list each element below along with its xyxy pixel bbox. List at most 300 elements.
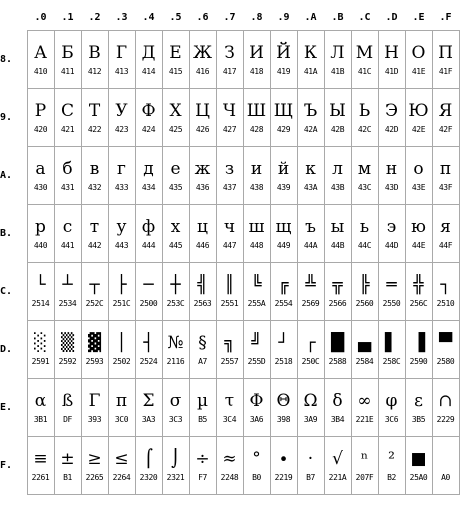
character-cell [324, 321, 351, 379]
table-corner [0, 4, 27, 31]
character-glyph: м [357, 159, 372, 179]
character-glyph: т [89, 217, 100, 237]
character-glyph: И [249, 43, 264, 63]
character-glyph: ╔ [278, 275, 289, 295]
character-cell [432, 263, 459, 321]
character-cell [135, 205, 162, 263]
unicode-code: 398 [276, 415, 291, 424]
character-glyph: Х [169, 101, 182, 121]
column-header: .5 [169, 11, 182, 23]
unicode-code: 3C3 [168, 415, 183, 424]
character-cell [432, 321, 459, 379]
character-glyph: д [143, 159, 154, 179]
character-glyph: ╣ [197, 275, 208, 295]
character-cell [324, 147, 351, 205]
character-glyph: ε [414, 391, 423, 411]
character-glyph: п [439, 159, 452, 179]
character-cell [351, 321, 378, 379]
character-glyph: ± [60, 449, 75, 469]
unicode-code: 430 [33, 183, 48, 192]
character-glyph: Ю [408, 101, 429, 121]
character-glyph: ░ [33, 333, 48, 353]
character-cell [135, 31, 162, 89]
character-cell [162, 379, 189, 437]
character-glyph: А [34, 43, 47, 63]
unicode-code: 2566 [328, 299, 347, 308]
unicode-code: 410 [33, 67, 48, 76]
unicode-code: 414 [141, 67, 156, 76]
character-cell [216, 379, 243, 437]
character-glyph: Ч [222, 101, 237, 121]
unicode-code: 426 [195, 125, 210, 134]
unicode-code: 255A [247, 299, 266, 308]
column-header: .2 [88, 11, 101, 23]
character-cell [162, 31, 189, 89]
character-cell [405, 321, 432, 379]
character-glyph: г [117, 159, 126, 179]
character-cell [81, 379, 108, 437]
character-cell [189, 437, 216, 495]
unicode-code: 449 [276, 241, 291, 250]
column-header: .B [331, 11, 344, 23]
character-cell [162, 147, 189, 205]
unicode-code: 2592 [58, 357, 77, 366]
character-glyph: Ц [195, 101, 210, 121]
character-glyph: Т [88, 101, 101, 121]
character-glyph: ╩ [305, 275, 316, 295]
table-row [0, 31, 459, 89]
character-glyph: Р [34, 101, 47, 121]
character-cell [54, 379, 81, 437]
character-glyph: └ [35, 275, 46, 295]
character-glyph: щ [275, 217, 292, 237]
unicode-code: 2584 [355, 357, 374, 366]
character-cell [162, 205, 189, 263]
character-glyph [433, 447, 459, 471]
character-cell [135, 437, 162, 495]
table-row [0, 89, 459, 147]
character-cell [81, 321, 108, 379]
character-cell [216, 263, 243, 321]
character-cell [81, 205, 108, 263]
character-cell [351, 379, 378, 437]
character-cell [243, 263, 270, 321]
unicode-code: 2588 [328, 357, 347, 366]
unicode-code: 420 [33, 125, 48, 134]
unicode-code: 434 [141, 183, 156, 192]
character-cell [54, 437, 81, 495]
character-cell [216, 147, 243, 205]
unicode-code: 427 [222, 125, 237, 134]
character-glyph: ∞ [357, 391, 372, 411]
unicode-code: 3B1 [33, 415, 48, 424]
character-glyph: Щ [273, 101, 294, 121]
character-cell [405, 147, 432, 205]
unicode-code: 255D [247, 357, 266, 366]
unicode-code: 43A [303, 183, 318, 192]
row-header: E. [0, 402, 13, 413]
character-glyph: ║ [224, 275, 235, 295]
unicode-code: 443 [114, 241, 129, 250]
character-cell [189, 321, 216, 379]
character-cell [351, 147, 378, 205]
character-glyph: ш [248, 217, 265, 237]
character-glyph: ю [411, 217, 426, 237]
character-table-body [0, 31, 459, 495]
unicode-code: 445 [168, 241, 183, 250]
unicode-code: 413 [114, 67, 129, 76]
character-glyph: ┌ [305, 333, 316, 353]
character-cell [270, 379, 297, 437]
unicode-code: 2500 [139, 299, 158, 308]
unicode-code: 421 [60, 125, 75, 134]
character-glyph: █ [330, 333, 345, 353]
character-cell [135, 379, 162, 437]
character-glyph: Д [141, 43, 156, 63]
character-glyph: ├ [116, 275, 127, 295]
character-cell [270, 205, 297, 263]
unicode-code: 2265 [85, 473, 104, 482]
row-header: 9. [0, 112, 13, 123]
column-header: .4 [142, 11, 155, 23]
unicode-code: 2580 [436, 357, 455, 366]
character-cell [27, 89, 54, 147]
unicode-code: 433 [114, 183, 129, 192]
unicode-code: 43B [330, 183, 345, 192]
character-cell [54, 89, 81, 147]
character-glyph: ы [330, 217, 345, 237]
unicode-code: 41D [384, 67, 399, 76]
character-glyph: ≥ [87, 449, 102, 469]
unicode-code: 3C4 [222, 415, 237, 424]
unicode-code: 418 [249, 67, 264, 76]
table-row [0, 205, 459, 263]
character-glyph: б [62, 159, 73, 179]
character-glyph: ▒ [60, 333, 75, 353]
character-cell [351, 205, 378, 263]
character-glyph: ╝ [251, 333, 262, 353]
character-glyph: й [277, 159, 290, 179]
character-cell [243, 89, 270, 147]
character-glyph: ч [223, 217, 236, 237]
character-cell [378, 321, 405, 379]
unicode-code: 3C0 [114, 415, 129, 424]
unicode-code: 207F [355, 473, 374, 482]
table-row [0, 263, 459, 321]
unicode-code: 431 [60, 183, 75, 192]
unicode-code: 256C [409, 299, 428, 308]
unicode-code: 44A [303, 241, 318, 250]
character-glyph: э [386, 217, 397, 237]
unicode-code: 2320 [139, 473, 158, 482]
character-glyph: № [167, 333, 184, 353]
unicode-code: A7 [198, 357, 207, 366]
character-glyph: ж [194, 159, 211, 179]
unicode-code: 44E [411, 241, 426, 250]
character-glyph: ▓ [87, 333, 102, 353]
character-glyph: Ф [141, 101, 156, 121]
character-glyph: δ [332, 391, 343, 411]
character-cell [351, 437, 378, 495]
unicode-code: 437 [222, 183, 237, 192]
character-cell [378, 379, 405, 437]
character-cell [54, 321, 81, 379]
character-glyph: ² [388, 449, 395, 469]
character-cell [108, 89, 135, 147]
character-cell [297, 379, 324, 437]
unicode-code: 415 [168, 67, 183, 76]
character-cell [162, 437, 189, 495]
column-header: .C [358, 11, 371, 23]
character-glyph: ⌡ [171, 449, 180, 469]
character-glyph: ▄ [357, 333, 372, 353]
unicode-code: B7 [306, 473, 315, 482]
character-glyph: ≡ [33, 449, 48, 469]
character-glyph: К [303, 43, 318, 63]
character-cell [270, 31, 297, 89]
character-cell [81, 147, 108, 205]
character-cell [189, 147, 216, 205]
unicode-code: 2551 [220, 299, 239, 308]
character-glyph: ┐ [440, 275, 451, 295]
character-cell [324, 379, 351, 437]
character-glyph: ⁿ [360, 449, 369, 469]
character-cell [351, 31, 378, 89]
character-cell [243, 437, 270, 495]
character-glyph: ф [141, 217, 156, 237]
character-glyph: ъ [305, 217, 316, 237]
column-header: .D [385, 11, 398, 23]
character-cell [27, 321, 54, 379]
character-glyph: н [385, 159, 398, 179]
character-cell [270, 321, 297, 379]
unicode-code: 42E [411, 125, 426, 134]
unicode-code: 435 [168, 183, 183, 192]
unicode-code: 411 [60, 67, 75, 76]
unicode-code: 2591 [31, 357, 50, 366]
unicode-code: F7 [198, 473, 207, 482]
unicode-code: B2 [387, 473, 396, 482]
character-cell [135, 147, 162, 205]
character-cell [324, 263, 351, 321]
character-glyph: ┬ [89, 275, 100, 295]
character-cell [378, 89, 405, 147]
character-cell [81, 437, 108, 495]
character-cell [297, 263, 324, 321]
character-glyph: ⌠ [144, 449, 153, 469]
character-glyph: ┼ [170, 275, 181, 295]
unicode-code: 43C [357, 183, 372, 192]
character-cell [216, 205, 243, 263]
unicode-code: 2261 [31, 473, 50, 482]
character-cell [243, 379, 270, 437]
unicode-code: 2590 [409, 357, 428, 366]
character-cell [324, 89, 351, 147]
character-glyph: § [198, 333, 207, 353]
character-cell [405, 89, 432, 147]
character-glyph: в [89, 159, 100, 179]
character-glyph: ≈ [222, 449, 237, 469]
character-cell [270, 263, 297, 321]
character-cell [432, 147, 459, 205]
character-glyph: х [170, 217, 181, 237]
unicode-code: A0 [441, 473, 450, 482]
unicode-code: 43F [438, 183, 453, 192]
unicode-code: 447 [222, 241, 237, 250]
character-cell [351, 263, 378, 321]
character-glyph: с [62, 217, 73, 237]
character-glyph: ─ [143, 275, 154, 295]
character-cell [216, 437, 243, 495]
unicode-code: 425 [168, 125, 183, 134]
character-glyph: Σ [142, 391, 155, 411]
character-glyph: р [35, 217, 46, 237]
character-cell [54, 205, 81, 263]
column-header: .1 [61, 11, 74, 23]
character-glyph: Я [438, 101, 453, 121]
unicode-code: B1 [63, 473, 72, 482]
unicode-code: 43D [384, 183, 399, 192]
character-cell [189, 31, 216, 89]
unicode-code: 446 [195, 241, 210, 250]
unicode-code: 3A9 [303, 415, 318, 424]
character-glyph: ╠ [359, 275, 370, 295]
unicode-code: 2569 [301, 299, 320, 308]
character-cell [216, 321, 243, 379]
unicode-code: 253C [166, 299, 185, 308]
character-cell [270, 147, 297, 205]
character-glyph: У [115, 101, 128, 121]
unicode-code: 419 [276, 67, 291, 76]
character-cell [108, 205, 135, 263]
unicode-code: 3B4 [330, 415, 345, 424]
character-cell [108, 31, 135, 89]
character-cell [405, 31, 432, 89]
unicode-code: 448 [249, 241, 264, 250]
row-header: C. [0, 286, 13, 297]
unicode-code: 2514 [31, 299, 50, 308]
unicode-code: 2248 [220, 473, 239, 482]
character-glyph: · [307, 449, 314, 469]
row-header: F. [0, 460, 13, 471]
unicode-code: 422 [87, 125, 102, 134]
character-glyph: ° [252, 449, 261, 469]
character-glyph: ═ [386, 275, 397, 295]
character-glyph: ┴ [62, 275, 73, 295]
unicode-code: 25A0 [409, 473, 428, 482]
unicode-code: 423 [114, 125, 129, 134]
unicode-code: 428 [249, 125, 264, 134]
character-cell [189, 379, 216, 437]
unicode-code: 438 [249, 183, 264, 192]
unicode-code: 417 [222, 67, 237, 76]
unicode-code: 416 [195, 67, 210, 76]
character-glyph: Θ [276, 391, 291, 411]
character-cell [324, 31, 351, 89]
unicode-code: 44F [438, 241, 453, 250]
character-glyph: ≤ [114, 449, 129, 469]
character-cell [378, 263, 405, 321]
unicode-code: 44D [384, 241, 399, 250]
character-cell [378, 437, 405, 495]
character-cell [432, 31, 459, 89]
character-cell [81, 31, 108, 89]
character-glyph: φ [385, 391, 398, 411]
character-glyph: З [224, 43, 235, 63]
unicode-code: 440 [33, 241, 48, 250]
unicode-code: 393 [87, 415, 102, 424]
unicode-code: 2264 [112, 473, 131, 482]
character-cell [324, 437, 351, 495]
unicode-code: 2563 [193, 299, 212, 308]
character-glyph: С [60, 101, 74, 121]
character-glyph: Е [169, 43, 182, 63]
character-glyph: о [413, 159, 424, 179]
unicode-code: 2321 [166, 473, 185, 482]
unicode-code: 42F [438, 125, 453, 134]
unicode-code: 2550 [382, 299, 401, 308]
column-header: .A [304, 11, 317, 23]
unicode-code: 2554 [274, 299, 293, 308]
character-cell [27, 205, 54, 263]
unicode-code: 2510 [436, 299, 455, 308]
column-header: .3 [115, 11, 128, 23]
row-header: B. [0, 228, 13, 239]
character-cell [108, 147, 135, 205]
unicode-code: 441 [60, 241, 75, 250]
character-cell [108, 263, 135, 321]
character-glyph: Л [330, 43, 345, 63]
character-glyph: ╗ [224, 333, 235, 353]
character-cell [378, 205, 405, 263]
character-cell [324, 205, 351, 263]
character-cell [243, 147, 270, 205]
table-row [0, 379, 459, 437]
unicode-code: 3C6 [384, 415, 399, 424]
row-header: D. [0, 344, 13, 355]
unicode-code: 2502 [112, 357, 131, 366]
unicode-code: 221E [355, 415, 374, 424]
unicode-code: 43E [411, 183, 426, 192]
character-glyph: ß [61, 391, 74, 411]
character-glyph: ▐ [411, 333, 426, 353]
character-glyph: ┘ [278, 333, 289, 353]
character-glyph: е [170, 159, 181, 179]
unicode-code: 221A [328, 473, 347, 482]
unicode-code: 3A3 [141, 415, 156, 424]
column-header: .0 [34, 11, 47, 23]
character-cell [27, 437, 54, 495]
character-cell [243, 31, 270, 89]
character-cell [378, 147, 405, 205]
character-glyph: ╦ [332, 275, 343, 295]
character-cell [243, 205, 270, 263]
character-cell [81, 89, 108, 147]
character-cell [27, 31, 54, 89]
character-glyph: Ы [329, 101, 346, 121]
character-cell [351, 89, 378, 147]
row-header: 8. [0, 54, 13, 65]
character-glyph: Φ [249, 391, 264, 411]
character-glyph: и [250, 159, 263, 179]
unicode-code: 44B [330, 241, 345, 250]
table-row [0, 437, 459, 495]
unicode-code: 42C [357, 125, 372, 134]
unicode-code: 41B [330, 67, 345, 76]
character-cell [405, 379, 432, 437]
character-glyph: Б [61, 43, 74, 63]
character-glyph: Γ [88, 391, 101, 411]
